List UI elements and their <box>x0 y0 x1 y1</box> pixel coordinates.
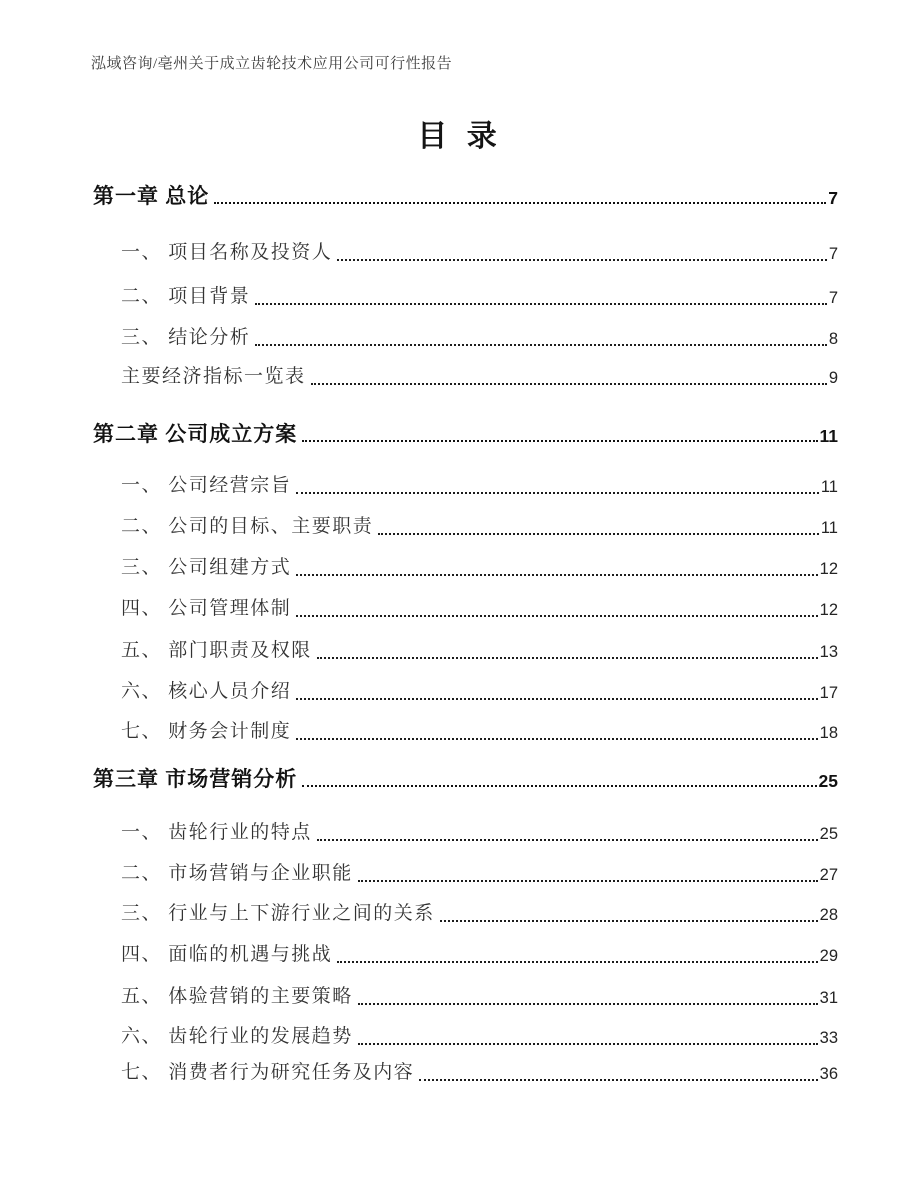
toc-item-entry[interactable] <box>121 473 838 499</box>
toc-entry-page: 13 <box>819 643 838 661</box>
toc-item-entry[interactable] <box>121 284 838 310</box>
toc-entry-page: 28 <box>819 906 838 924</box>
toc-title: 目 录 <box>417 120 503 153</box>
toc-item-entry[interactable] <box>121 638 838 664</box>
toc-item-entry[interactable] <box>121 364 838 390</box>
toc-entry-page: 7 <box>828 188 838 208</box>
toc-entry-label: 四、 面临的机遇与挑战 <box>121 944 333 965</box>
dot-leader <box>255 344 827 346</box>
toc-entry-label: 第一章 总论 <box>93 184 210 208</box>
toc-item-entry[interactable] <box>121 596 838 622</box>
dot-leader <box>317 839 818 841</box>
toc-entry-label: 三、 公司组建方式 <box>121 557 292 578</box>
toc-entry-page: 25 <box>818 771 838 791</box>
toc-entry-label: 七、 财务会计制度 <box>121 721 292 742</box>
toc-item-entry[interactable] <box>121 1024 838 1050</box>
toc-item-entry[interactable] <box>121 861 838 887</box>
toc-entry-label: 六、 齿轮行业的发展趋势 <box>121 1026 353 1047</box>
toc-entry-page: 11 <box>820 478 838 496</box>
dot-leader <box>296 698 817 700</box>
toc-entry-page: 7 <box>828 289 838 307</box>
toc-entry-page: 25 <box>819 825 838 843</box>
toc-item-entry[interactable] <box>121 942 838 968</box>
toc-entry-label: 第三章 市场营销分析 <box>93 767 298 791</box>
toc-entry-page: 8 <box>828 330 838 348</box>
toc-entry-page: 7 <box>828 245 838 263</box>
toc-item-entry[interactable] <box>121 719 838 745</box>
toc-entry-label: 三、 结论分析 <box>121 327 251 348</box>
dot-leader <box>255 303 827 305</box>
dot-leader <box>214 202 826 204</box>
toc-entry-label: 一、 项目名称及投资人 <box>121 242 333 263</box>
toc-entry-label: 三、 行业与上下游行业之间的关系 <box>121 903 435 924</box>
toc-chapter-entry[interactable] <box>93 765 838 793</box>
toc-item-entry[interactable] <box>121 1060 838 1086</box>
dot-leader <box>337 961 817 963</box>
toc-item-entry[interactable] <box>121 901 838 927</box>
toc-item-entry[interactable] <box>121 514 838 540</box>
toc-entry-label: 主要经济指标一览表 <box>121 366 306 387</box>
dot-leader <box>296 615 817 617</box>
toc-entry-label: 二、 项目背景 <box>121 286 251 307</box>
toc-item-entry[interactable] <box>121 820 838 846</box>
dot-leader <box>358 1043 818 1045</box>
toc-entry-label: 一、 齿轮行业的特点 <box>121 822 312 843</box>
toc-item-entry[interactable] <box>121 679 838 705</box>
toc-entry-label: 五、 部门职责及权限 <box>121 640 312 661</box>
dot-leader <box>337 259 827 261</box>
dot-leader <box>317 657 818 659</box>
dot-leader <box>358 1003 818 1005</box>
toc-entry-label: 第二章 公司成立方案 <box>93 422 298 446</box>
toc-item-entry[interactable] <box>121 555 838 581</box>
toc-entry-page: 31 <box>819 989 838 1007</box>
toc-entry-page: 36 <box>819 1065 838 1083</box>
dot-leader <box>302 785 816 787</box>
toc-entry-label: 五、 体验营销的主要策略 <box>121 986 353 1007</box>
toc-entry-page: 12 <box>819 601 838 619</box>
toc-entry-label: 四、 公司管理体制 <box>121 598 292 619</box>
dot-leader <box>419 1079 817 1081</box>
document-header: 泓域咨询/亳州关于成立齿轮技术应用公司可行性报告 <box>91 56 453 72</box>
toc-entry-page: 27 <box>819 866 838 884</box>
toc-item-entry[interactable] <box>121 984 838 1010</box>
dot-leader <box>296 492 819 494</box>
dot-leader <box>302 440 817 442</box>
toc-entry-page: 9 <box>828 369 838 387</box>
toc-entry-label: 七、 消费者行为研究任务及内容 <box>121 1062 415 1083</box>
toc-chapter-entry[interactable] <box>93 182 838 210</box>
dot-leader <box>296 738 817 740</box>
toc-entry-page: 11 <box>820 519 838 537</box>
toc-entry-page: 18 <box>819 724 838 742</box>
toc-entry-page: 12 <box>819 560 838 578</box>
toc-chapter-entry[interactable] <box>93 420 838 448</box>
toc-entry-page: 11 <box>819 426 838 446</box>
toc-entry-label: 二、 公司的目标、主要职责 <box>121 516 374 537</box>
toc-entry-page: 29 <box>819 947 838 965</box>
toc-entry-page: 17 <box>819 684 838 702</box>
toc-item-entry[interactable] <box>121 240 838 266</box>
toc-entry-label: 六、 核心人员介绍 <box>121 681 292 702</box>
toc-entry-page: 33 <box>819 1029 838 1047</box>
toc-entry-label: 一、 公司经营宗旨 <box>121 475 292 496</box>
toc-item-entry[interactable] <box>121 325 838 351</box>
dot-leader <box>378 533 819 535</box>
dot-leader <box>358 880 818 882</box>
dot-leader <box>311 383 827 385</box>
toc-entry-label: 二、 市场营销与企业职能 <box>121 863 353 884</box>
dot-leader <box>440 920 818 922</box>
dot-leader <box>296 574 817 576</box>
